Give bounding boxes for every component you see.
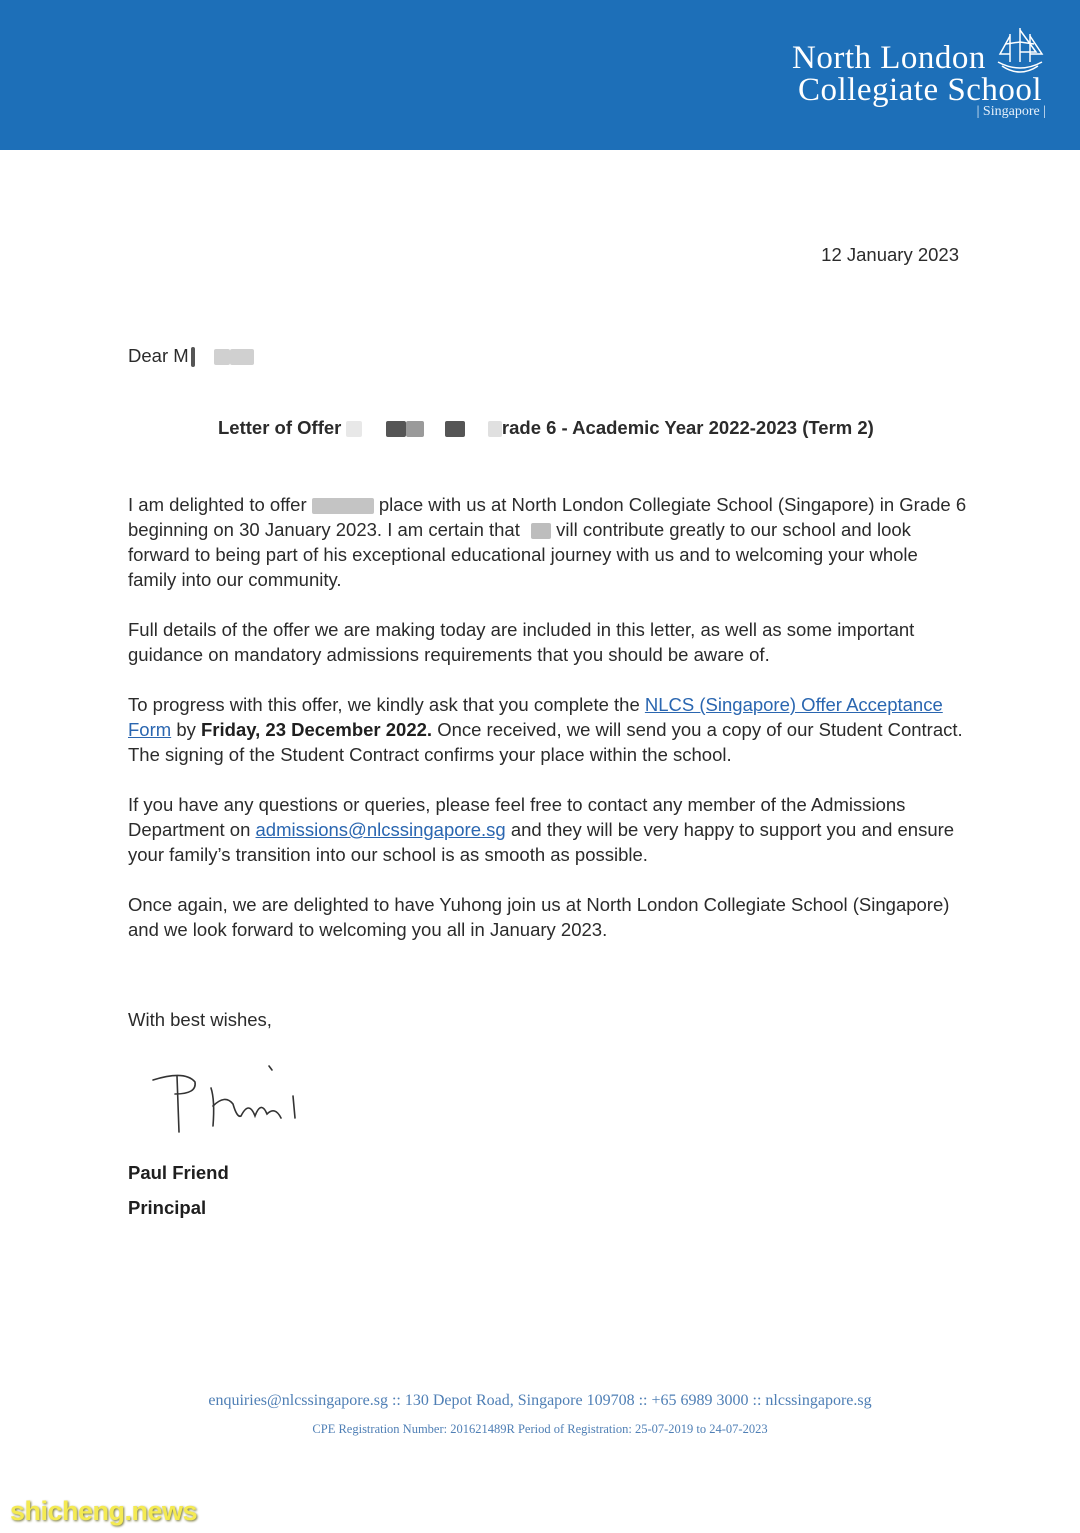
subject-right: rade 6 - Academic Year 2022-2023 (Term 2) [501, 417, 874, 438]
signer-name: Paul Friend [128, 1162, 229, 1183]
p4-part-b: and they will be very happy to support you and ensure your family’s transition into our school is as smooth as possible. [128, 819, 955, 865]
redaction [386, 421, 406, 437]
logo-line-1: North London [792, 40, 986, 76]
p3-part-c: Once received, we will send you a copy of our Student Contract. The signing of the Student Contract confirms your place within the school. [128, 719, 963, 765]
paragraph-questions [128, 792, 968, 867]
redaction [488, 421, 502, 437]
paragraph-details: Full details of the offer we are making today are included in this letter, as well as some important guidance on mandatory admissions requirements that you should be aware of. [128, 619, 915, 665]
logo-line-2: Collegiate School [798, 72, 1043, 108]
footer-contact: enquiries@nlcssingapore.sg :: 130 Depot Road, Singapore 109708 :: +65 6989 3000 :: nlcssingapore.sg [208, 1392, 872, 1409]
p4-part-a: If you have any questions or queries, please feel free to contact any member of the Admissions Department on [128, 794, 906, 840]
p1-part-b: place with us at North London Collegiate School (Singapore) in Grade 6 beginning on 30 January 2023. I am certain that [128, 494, 967, 540]
watermark: shicheng.news [10, 1496, 198, 1526]
logo-line-3: | Singapore | [976, 104, 1046, 119]
offer-acceptance-form-link[interactable]: NLCS (Singapore) Offer Acceptance Form [128, 694, 943, 740]
redaction [346, 421, 362, 437]
letter-subject [218, 417, 874, 439]
paragraph-offer [128, 492, 968, 592]
paragraph-welcome: Once again, we are delighted to have Yuhong join us at North London Collegiate School (Singapore) and we look forward to welcoming you all in January 2023. [128, 894, 950, 940]
salutation-text: Dear M [128, 345, 189, 366]
p1-part-a: I am delighted to offer [128, 494, 307, 515]
deadline-date: Friday, 23 December 2022. [201, 719, 433, 740]
school-logo [788, 22, 1048, 127]
p3-part-b: by [176, 719, 196, 740]
redaction [445, 421, 465, 437]
paragraph-acceptance [128, 692, 968, 767]
admissions-email-link[interactable]: admissions@nlcssingapore.sg [255, 819, 506, 840]
footer-registration: CPE Registration Number: 201621489R Period of Registration: 25-07-2019 to 24-07-2023 [312, 1422, 768, 1436]
closing: With best wishes, [128, 1009, 272, 1030]
redaction [312, 498, 374, 514]
signer-title: Principal [128, 1197, 207, 1218]
subject-left: Letter of Offer [218, 417, 342, 438]
redaction [191, 347, 195, 367]
redaction [406, 421, 424, 437]
letterhead-banner [0, 0, 1080, 150]
salutation [128, 343, 968, 368]
redaction [230, 349, 254, 365]
letter-date: 12 January 2023 [821, 244, 959, 265]
p1-part-c: vill contribute greatly to our school and look forward to being part of his exceptional educational journey with us and to welcoming your whole family into our community. [128, 519, 918, 590]
signature [145, 1060, 305, 1140]
redaction [214, 349, 230, 365]
p3-part-a: To progress with this offer, we kindly ask that you complete the [128, 694, 640, 715]
redaction [531, 523, 551, 539]
ship-icon [992, 22, 1048, 80]
